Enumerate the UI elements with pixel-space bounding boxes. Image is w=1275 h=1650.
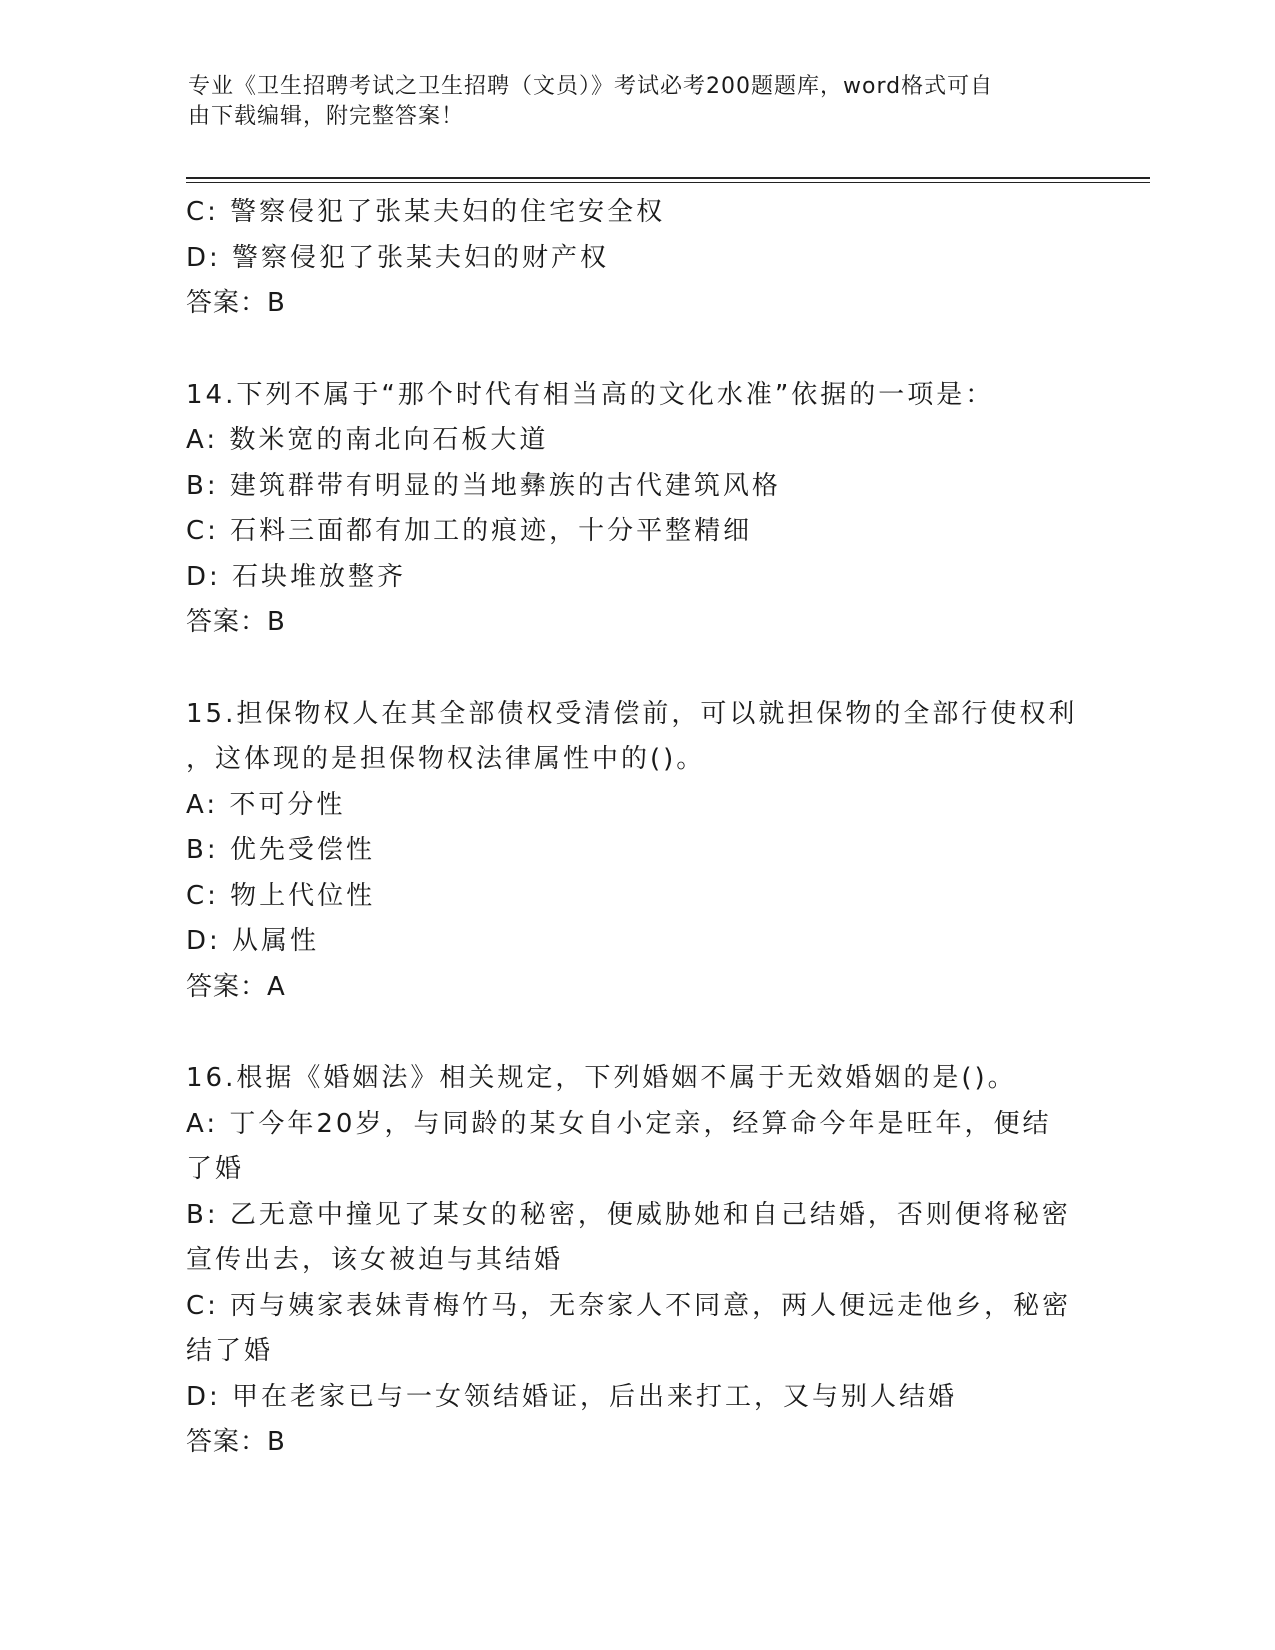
option-d: D: 从属性 [186, 926, 320, 956]
spacer [186, 646, 1086, 692]
answer-line: 答案：B [186, 288, 286, 318]
question-stem: 16.根据《婚姻法》相关规定，下列婚姻不属于无效婚姻的是()。 [186, 1063, 1017, 1093]
option-b-line-2: 宣传出去，该女被迫与其结婚 [186, 1245, 564, 1275]
answer-line: 答案：B [186, 1427, 286, 1457]
spacer [186, 1010, 1086, 1056]
question-stem: 14.下列不属于“那个时代有相当高的文化水准”依据的一项是： [186, 379, 995, 410]
option-a: A: 不可分性 [186, 789, 346, 820]
option-c: C: 物上代位性 [186, 880, 376, 911]
answer-line: 答案：A [186, 971, 286, 1002]
spacer [186, 327, 1086, 373]
option-a-line-1: A: 丁今年20岁，与同龄的某女自小定亲，经算命今年是旺年，便结 [186, 1108, 1052, 1139]
question-16-block [186, 1056, 1086, 1466]
option-c-line-2: 结了婚 [186, 1336, 274, 1366]
option-a: A: 数米宽的南北向石板大道 [186, 425, 549, 455]
option-d: D: 甲在老家已与一女领结婚证，后出来打工，又与别人结婚 [186, 1381, 958, 1412]
option-a-line-2: 了婚 [186, 1154, 245, 1184]
option-c: C: 警察侵犯了张某夫妇的住宅安全权 [186, 197, 666, 227]
question-15-block [186, 692, 1086, 1011]
option-d: D: 石块堆放整齐 [186, 561, 407, 592]
option-c-line-1: C: 丙与姨家表妹青梅竹马，无奈家人不同意，两人便远走他乡，秘密 [186, 1290, 1072, 1321]
option-c: C: 石料三面都有加工的痕迹，十分平整精细 [186, 516, 753, 546]
option-d: D: 警察侵犯了张某夫妇的财产权 [186, 242, 610, 273]
header-rule-thick [186, 177, 1150, 179]
header-rule-thin [186, 182, 1150, 183]
header-line-1: 专业《卫生招聘考试之卫生招聘（文员）》考试必考200题题库，word格式可自 [188, 74, 994, 99]
question-14-block [186, 373, 1086, 646]
question-stem-line-1: 15.担保物权人在其全部债权受清偿前，可以就担保物的全部行使权利 [186, 698, 1078, 729]
answer-line: 答案：B [186, 607, 286, 637]
option-b: B: 建筑群带有明显的当地彝族的古代建筑风格 [186, 470, 781, 501]
previous-question-block [186, 190, 1086, 327]
option-b-line-1: B: 乙无意中撞见了某女的秘密，便威胁她和自己结婚，否则便将秘密 [186, 1199, 1071, 1230]
question-stem-line-2: ，这体现的是担保物权法律属性中的()。 [186, 744, 706, 774]
document-header [188, 72, 1068, 132]
question-content [186, 190, 1086, 1466]
option-b: B: 优先受偿性 [186, 835, 375, 865]
header-line-2: 由下载编辑，附完整答案！ [188, 104, 465, 129]
